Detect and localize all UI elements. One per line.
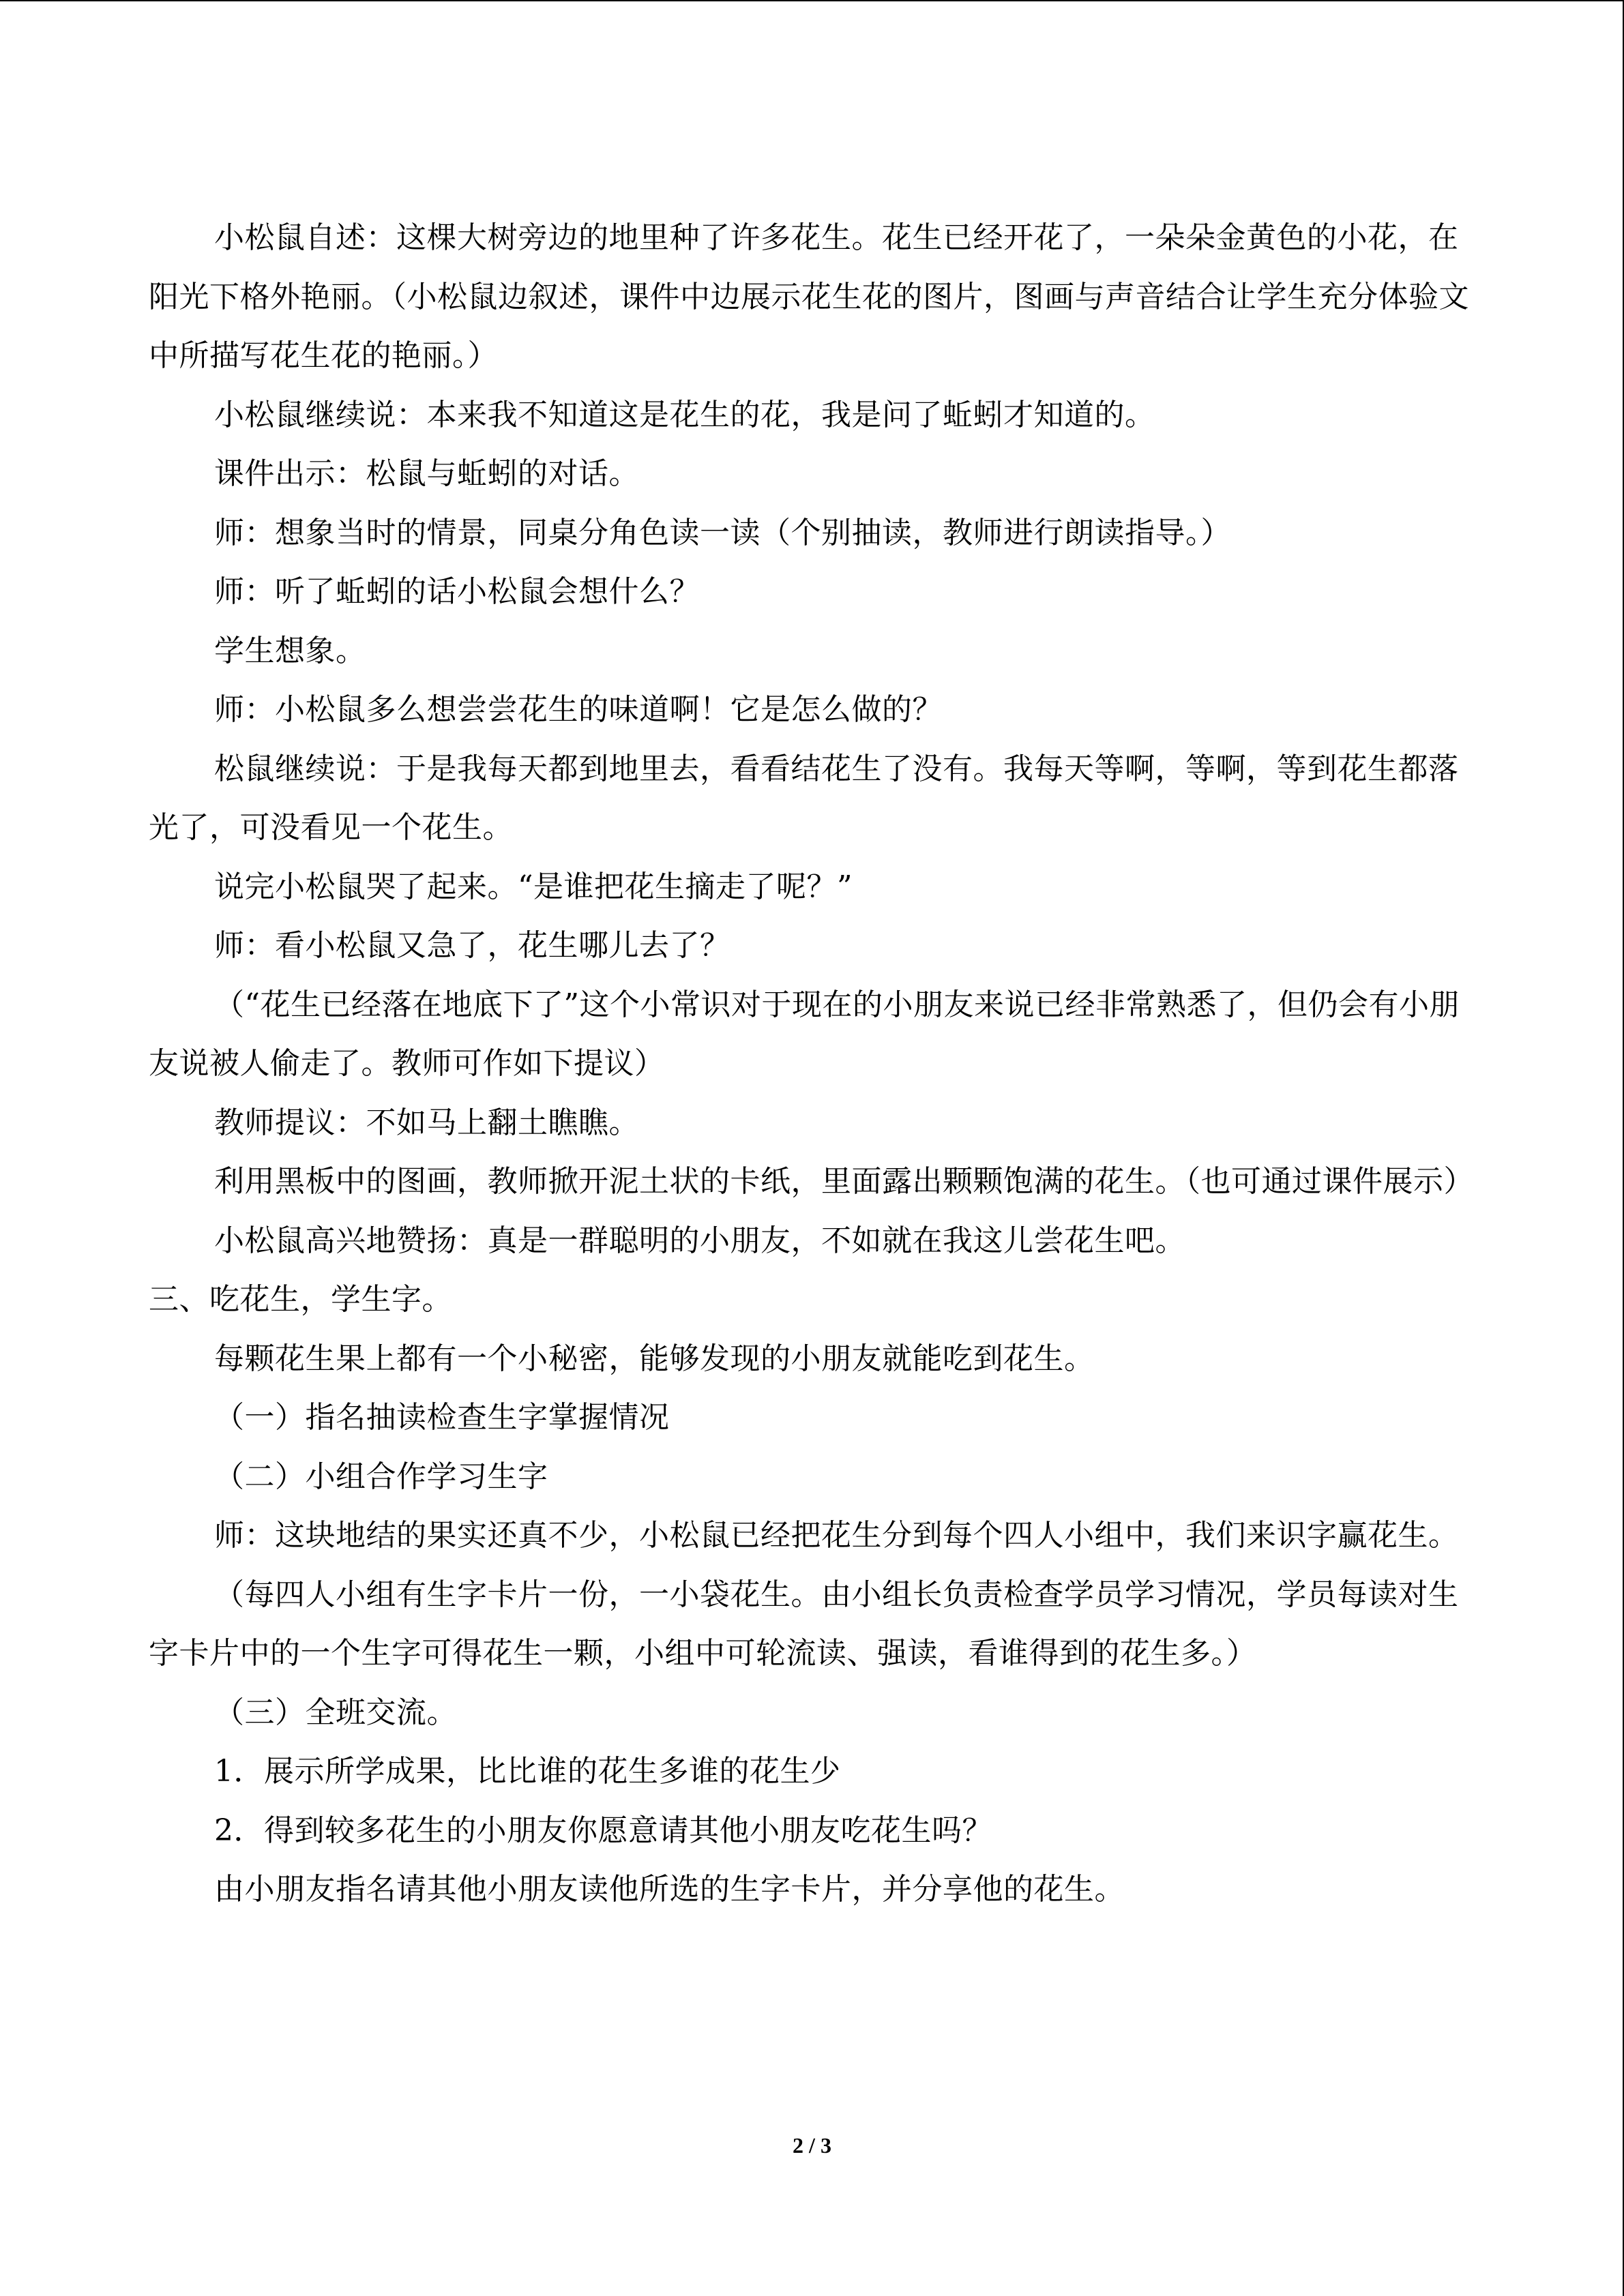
list-item-2: 2．得到较多花生的小朋友你愿意请其他小朋友吃花生吗？	[214, 1813, 992, 1848]
paragraph-courseware-dialogue: 课件出示：松鼠与蚯蚓的对话。	[214, 456, 639, 491]
document-body	[149, 209, 1477, 1920]
paragraph-teacher-question: 师：听了蚯蚓的话小松鼠会想什么？	[214, 574, 700, 609]
list-item-1: 1．展示所学成果，比比谁的花生多谁的花生少	[214, 1754, 841, 1789]
paragraph-students-imagine: 学生想象。	[214, 633, 366, 668]
page-number: 2 / 3	[793, 2133, 831, 2158]
section-heading-eat-peanuts: 三、吃花生，学生字。	[149, 1282, 452, 1317]
subheading-one: （一）指名抽读检查生字掌握情况	[214, 1400, 670, 1435]
subheading-three: （三）全班交流。	[214, 1695, 457, 1730]
paragraph-squirrel-praise: 小松鼠高兴地赞扬：真是一群聪明的小朋友，不如就在我这儿尝花生吧。	[214, 1223, 1185, 1258]
paragraph-share: 由小朋友指名请其他小朋友读他所选的生字卡片，并分享他的花生。	[214, 1872, 1125, 1907]
page-border-top	[0, 0, 1624, 1]
paragraph-common-knowledge-note: （“花生已经落在地底下了”这个小常识对于现在的小朋友来说已经非常熟悉了，但仍会有小朋友说被人偷走了。教师可作如下提议）	[149, 987, 1460, 1081]
paragraph-secret: 每颗花生果上都有一个小秘密，能够发现的小朋友就能吃到花生。	[214, 1341, 1095, 1376]
paragraph-teacher-taste: 师：小松鼠多么想尝尝花生的味道啊！它是怎么做的？	[214, 692, 943, 727]
paragraph-squirrel-continues: 小松鼠继续说：本来我不知道这是花生的花，我是问了蚯蚓才知道的。	[214, 397, 1155, 432]
paragraph-teacher-where: 师：看小松鼠又急了，花生哪儿去了？	[214, 928, 730, 963]
paragraph-squirrel-narration: 小松鼠自述：这棵大树旁边的地里种了许多花生。花生已经开花了，一朵朵金黄色的小花，在阳光下格外艳丽。（小松鼠边叙述，课件中边展示花生花的图片，图画与声音结合让学生充分体验文中所描写花生花的艳丽。）	[149, 220, 1469, 373]
paragraph-group-study: 师：这块地结的果实还真不少，小松鼠已经把花生分到每个四人小组中，我们来识字赢花生。	[214, 1518, 1459, 1553]
paragraph-blackboard-reveal: 利用黑板中的图画，教师掀开泥土状的卡纸，里面露出颗颗饱满的花生。（也可通过课件展示）	[214, 1164, 1474, 1199]
subheading-two: （二）小组合作学习生字	[214, 1459, 548, 1494]
paragraph-group-cards-note: （每四人小组有生字卡片一份，一小袋花生。由小组长负责检查学员学习情况，学员每读对生字卡片中的一个生字可得花生一颗，小组中可轮流读、强读，看谁得到的花生多。）	[149, 1577, 1459, 1671]
paragraph-teacher-roleplay: 师：想象当时的情景，同桌分角色读一读（个别抽读，教师进行朗读指导。）	[214, 515, 1231, 550]
paragraph-squirrel-waiting: 松鼠继续说：于是我每天都到地里去，看看结花生了没有。我每天等啊，等啊，等到花生都落光了，可没看见一个花生。	[149, 751, 1459, 845]
paragraph-squirrel-cries: 说完小松鼠哭了起来。“是谁把花生摘走了呢？”	[214, 869, 853, 904]
paragraph-teacher-suggest: 教师提议：不如马上翻土瞧瞧。	[214, 1105, 639, 1140]
